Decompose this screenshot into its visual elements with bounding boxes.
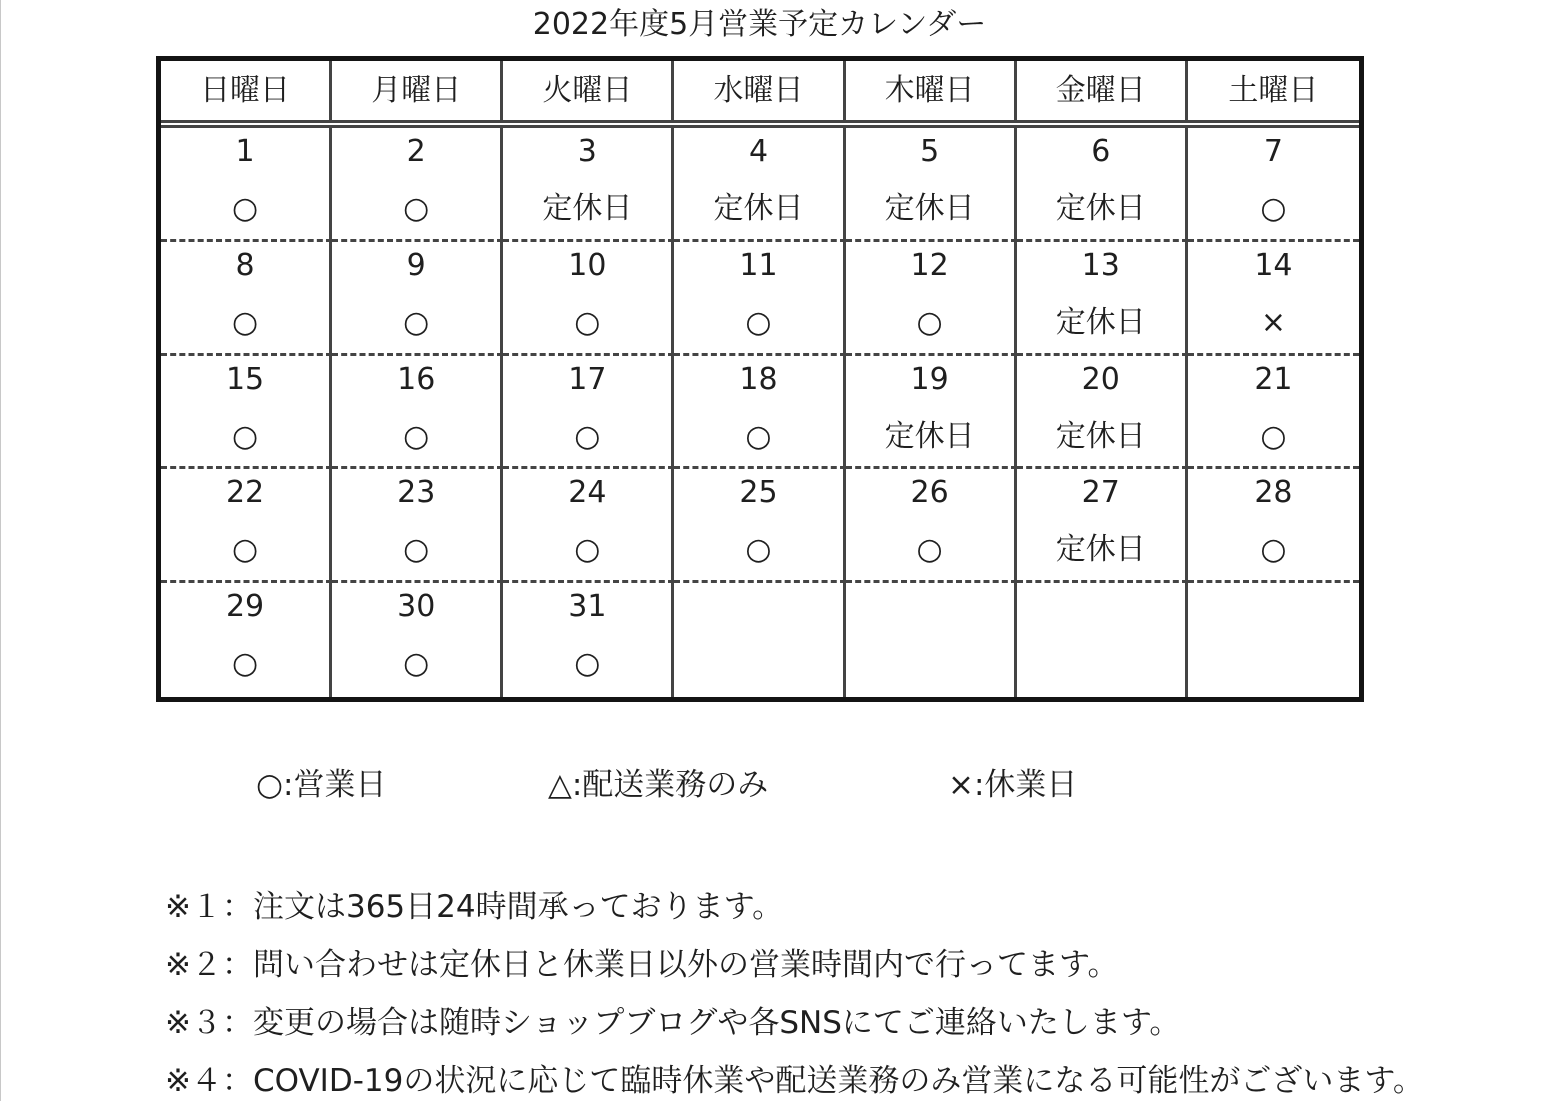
day-number: 15	[225, 361, 265, 397]
day-status: ○	[574, 304, 601, 340]
day-status: 定休日	[1055, 418, 1146, 454]
day-cell	[503, 583, 674, 697]
day-cell	[846, 356, 1017, 470]
day-status: ○	[1260, 418, 1287, 454]
day-number: 24	[568, 475, 607, 511]
day-cell	[332, 469, 503, 583]
weekday-header-sat: 土曜日	[1228, 73, 1319, 108]
day-status: 定休日	[1055, 191, 1146, 226]
day-status: ○	[231, 304, 259, 340]
day-status: 定休日	[884, 191, 975, 226]
day-status: ○	[916, 532, 943, 568]
day-status: ○	[231, 418, 259, 454]
day-cell	[1017, 356, 1188, 470]
weekday-header-mon: 月曜日	[332, 61, 503, 120]
day-cell	[503, 242, 674, 356]
day-cell	[332, 583, 503, 697]
day-cell	[332, 356, 503, 470]
day-number: 2	[406, 134, 426, 169]
day-status: ○	[403, 532, 430, 568]
day-cell	[332, 242, 503, 356]
note-item: ※３：変更の場合は随時ショップブログや各SNSにてご連絡いたします。	[165, 1005, 1181, 1041]
header-double-divider	[161, 120, 1359, 128]
day-status: 定休日	[713, 191, 804, 226]
day-status: ○	[403, 304, 430, 340]
day-cell	[161, 128, 332, 242]
notes-list	[165, 878, 1542, 1110]
day-status: ○	[403, 418, 430, 454]
day-status: ○	[1260, 532, 1287, 568]
day-number: 20	[1081, 361, 1120, 397]
day-status: ○	[745, 418, 772, 454]
day-number: 4	[748, 134, 769, 169]
day-number: 8	[235, 247, 255, 283]
day-status: ○	[574, 532, 601, 568]
day-cell	[846, 583, 1017, 697]
day-number: 23	[397, 475, 436, 511]
day-cell	[161, 583, 332, 697]
day-number: 18	[739, 361, 778, 397]
day-number: 29	[225, 589, 265, 625]
day-status: ○	[231, 532, 259, 568]
day-cell	[674, 583, 845, 697]
page-title: 2022年度5月営業予定カレンダー	[532, 7, 987, 42]
day-number: 30	[397, 589, 436, 625]
day-number: 6	[1091, 134, 1111, 169]
day-status: 定休日	[542, 191, 633, 226]
day-number: 7	[1263, 134, 1283, 169]
day-number: 25	[739, 475, 778, 511]
weekday-header-wed: 水曜日	[674, 61, 845, 120]
day-status: 定休日	[1055, 532, 1146, 568]
calendar-body	[161, 128, 1359, 697]
day-status: ○	[916, 304, 943, 340]
weekday-header-tue: 火曜日	[503, 61, 674, 120]
day-cell	[1188, 583, 1359, 697]
day-status: ○	[745, 532, 772, 568]
day-status: ○	[231, 191, 259, 226]
day-cell	[503, 356, 674, 470]
weekday-header-thu: 木曜日	[846, 61, 1017, 120]
day-cell	[161, 356, 332, 470]
day-status: ○	[403, 191, 430, 226]
day-number: 11	[739, 247, 778, 283]
day-number: 10	[568, 247, 607, 283]
day-status: ○	[745, 304, 772, 340]
day-cell	[674, 242, 845, 356]
day-cell	[161, 242, 332, 356]
day-number: 1	[235, 134, 255, 169]
day-cell	[674, 128, 845, 242]
day-cell	[503, 469, 674, 583]
day-cell	[674, 356, 845, 470]
day-cell	[1188, 356, 1359, 470]
day-number: 17	[568, 361, 607, 397]
day-number: 9	[406, 247, 426, 283]
day-cell	[161, 469, 332, 583]
day-status: ○	[403, 646, 430, 682]
day-cell	[1017, 128, 1188, 242]
weekday-header-row	[161, 61, 1359, 120]
day-cell	[846, 242, 1017, 356]
day-number: 19	[910, 361, 949, 397]
day-cell	[674, 469, 845, 583]
day-number: 28	[1254, 475, 1293, 511]
day-number: 16	[397, 361, 436, 397]
day-number: 5	[920, 134, 940, 169]
day-number: 26	[910, 475, 949, 511]
day-status: ○	[231, 646, 259, 682]
day-number: 3	[577, 134, 597, 169]
day-status: ○	[1260, 191, 1287, 226]
day-status: ○	[574, 418, 601, 454]
day-cell	[1017, 469, 1188, 583]
day-status: 定休日	[1055, 304, 1146, 340]
day-number: 14	[1254, 247, 1293, 283]
note-item: ※１：注文は365日24時間承っております。	[165, 889, 784, 925]
day-cell	[1017, 242, 1188, 356]
day-number: 27	[1081, 475, 1120, 511]
day-cell	[1188, 128, 1359, 242]
note-item: ※４：COVID-19の状況に応じて臨時休業や配送業務のみ営業になる可能性がございます。	[165, 1063, 1424, 1099]
day-cell	[1188, 242, 1359, 356]
legend-delivery-only: △:配送業務のみ	[548, 767, 769, 803]
legend-closed-day: ×:休業日	[948, 767, 1078, 803]
day-number: 13	[1081, 247, 1120, 283]
day-number: 22	[225, 475, 265, 511]
day-cell	[503, 128, 674, 242]
day-number: 31	[568, 589, 607, 625]
day-cell	[332, 128, 503, 242]
calendar-table	[156, 56, 1364, 702]
page-edge-line	[0, 0, 1, 1101]
legend-open-day: ○:営業日	[256, 767, 387, 803]
note-item: ※２：問い合わせは定休日と休業日以外の営業時間内で行ってます。	[165, 947, 1119, 983]
day-cell	[846, 469, 1017, 583]
day-cell	[1017, 583, 1188, 697]
day-cell	[846, 128, 1017, 242]
day-status: 定休日	[884, 418, 975, 454]
day-status: ×	[1260, 304, 1286, 340]
weekday-header-sun: 日曜日	[161, 61, 332, 120]
day-number: 21	[1254, 361, 1293, 397]
day-cell	[1188, 469, 1359, 583]
day-status: ○	[574, 646, 601, 682]
weekday-header-fri: 金曜日	[1017, 61, 1188, 120]
day-number: 12	[910, 247, 949, 283]
